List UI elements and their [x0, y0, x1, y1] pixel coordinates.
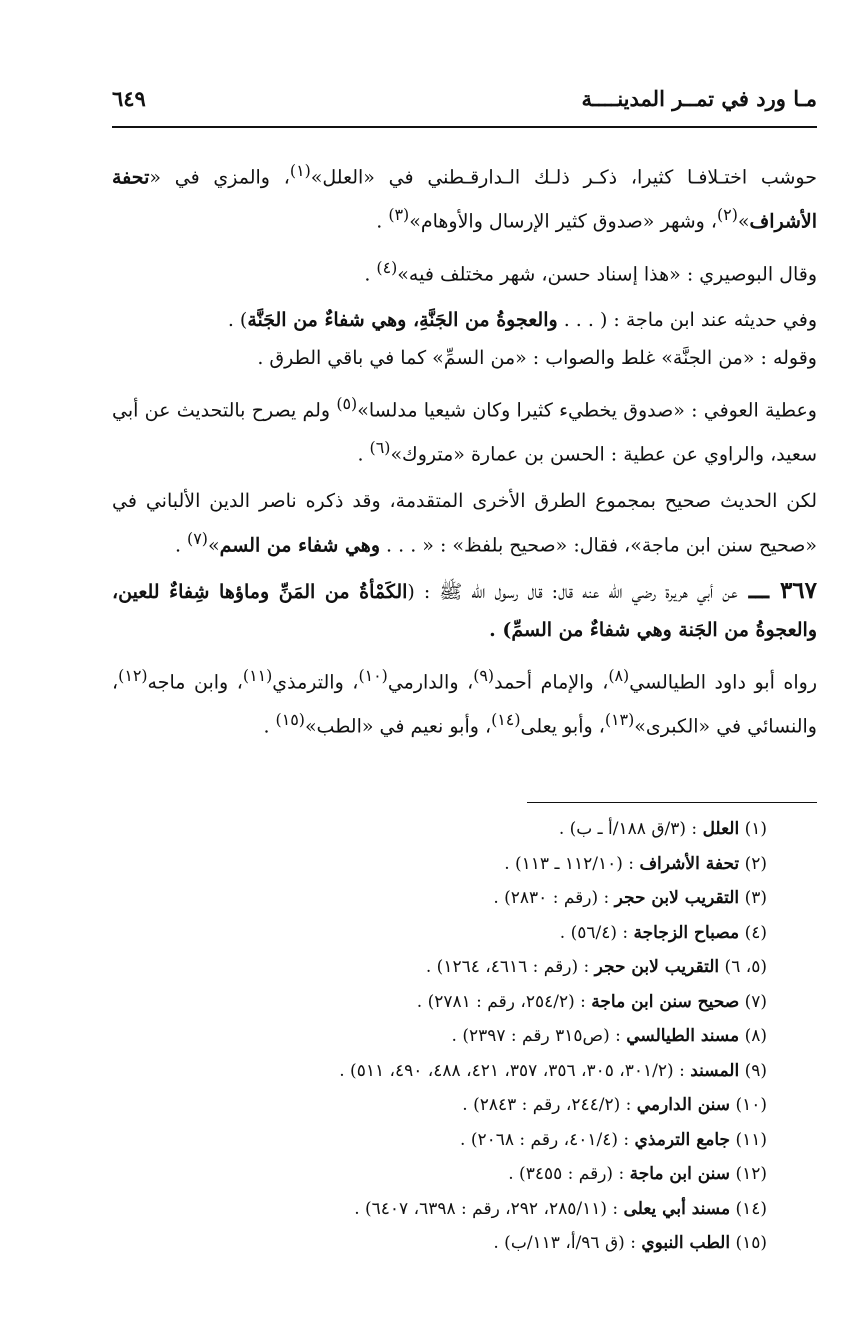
footnote-ref: (١٠) [358, 665, 388, 685]
text-segment: . [357, 443, 370, 466]
hadith-matn: الكَمْأةُ من المَنِّ وماؤها شِفاءٌ للعين، والعجوةُ من الجَنة وهي شفاءٌ من السمِّ [112, 580, 817, 641]
footnote [107, 881, 767, 916]
text-segment: ، والترمذي [272, 671, 359, 694]
footnote-text: : (ق ٩٦/أ، ١١٣/ب) . [493, 1233, 642, 1253]
text-segment: ولم يصرح بالتحديث عن أبي سعيد، والراوي عن عطية : الحسن بن عمارة «متروك» [112, 399, 817, 466]
text-segment: وعطية العوفي : «صدوق يخطيء كثيرا وكان شيعيا مدلسا» [357, 399, 817, 422]
paragraph-1 [112, 152, 817, 241]
header-rule [112, 126, 817, 128]
footnote-ref: (١٢) [118, 665, 148, 685]
footnote [107, 950, 767, 985]
footnote [107, 812, 767, 847]
text-segment: وقال البوصيري : «هذا إسناد حسن، شهر مختلف فيه» [397, 262, 817, 285]
text-segment: » [207, 533, 220, 556]
footnote-text: : (٣٠١/٢، ٣٠٥، ٣٥٦، ٣٥٧، ٤٢١، ٤٨٨، ٤٩٠، ٥١١) . [339, 1060, 691, 1081]
page-number: ٦٤٩ [112, 86, 146, 111]
footnote-text: : (رقم : ٣٤٥٥) . [508, 1164, 630, 1184]
footnote-text: : (٤٠١/٤، رقم : ٢٠٦٨) . [460, 1129, 635, 1150]
text-segment: لكن الحديث صحيح بمجموع الطرق الأخرى المتقدمة، وقد ذكره ناصر الدين الألباني في «صحيح سنن ابن ماجة»، فقال: «صحيح بلفظ» : « . . . [112, 489, 817, 556]
footnote-ref: (٣) [388, 205, 410, 225]
text-segment: حوشب اختـلافـا كثيرا، ذكـر ذلـك الـدارقـطني في «العلل» [310, 166, 817, 189]
text-segment: » [737, 210, 750, 233]
footnote-source: مسند أبي يعلى [623, 1198, 731, 1219]
footnote-ref: (١١) [242, 665, 273, 685]
footnote-source: صحيح سنن ابن ماجة [591, 991, 740, 1012]
text-segment: ، وأبو نعيم في «الطب» [304, 715, 492, 738]
footnote-ref: (١٣) [604, 710, 635, 730]
footnote-ref: (١٥) [275, 710, 305, 730]
text-segment: ، والمزي في « [149, 166, 290, 189]
footnote-ref: (٥) [336, 393, 358, 413]
text-segment: وفي حديثه عند ابن ماجة : ( . . . [557, 308, 817, 331]
footnote [107, 916, 767, 951]
footnote-text: : (ص٣١٥ رقم : ٢٣٩٧) . [451, 1026, 627, 1046]
footnote [107, 1226, 767, 1261]
footnote [107, 1157, 767, 1192]
paragraph-2 [112, 249, 817, 293]
footnote-number: (١٠) [735, 1095, 767, 1115]
footnote-text: : (١١٢/١٠ ـ ١١٣) . [504, 853, 640, 874]
text-segment: ، وشهر «صدوق كثير الإرسال والأوهام» [409, 210, 717, 233]
hadith-entry [112, 572, 817, 649]
footnote-ref: (٩) [473, 665, 495, 685]
text-segment: . [364, 262, 377, 285]
hadith-number: ٣٦٧ [779, 576, 817, 604]
footnote-source: سنن ابن ماجة [629, 1164, 731, 1184]
text-segment: رواه أبو داود الطيالسي [629, 671, 817, 694]
footnote-number: (١) [744, 819, 767, 839]
footnote-ref: (٨) [608, 665, 630, 685]
text-segment: ، وأبو يعلى [520, 715, 605, 738]
text-segment: ، والنسائي في «الكبرى» [112, 671, 817, 738]
footnote-number: (١١) [735, 1129, 767, 1150]
footnotes [107, 812, 767, 1261]
footnote [107, 1054, 767, 1089]
footnote-ref: (٧) [187, 528, 208, 548]
footnote-source: تحفة الأشراف [639, 853, 740, 874]
footnote [107, 1123, 767, 1158]
footnote-source: التقريب لابن حجر [614, 888, 740, 908]
footnote-source: التقريب لابن حجر [594, 957, 720, 977]
text-segment: . [174, 533, 188, 556]
footnote-number: (٢) [744, 853, 767, 874]
text-segment: ) . [489, 618, 512, 641]
footnote-source: العلل [702, 819, 740, 839]
text-segment: وقوله : «من الجنَّة» غلط والصواب : «من السمِّ» كما في باقي الطرق . [257, 346, 817, 369]
quoted-hadith: وهي شفاء من السم [219, 533, 380, 556]
book-title: تحفة الأشراف [112, 166, 817, 233]
footnote [107, 1088, 767, 1123]
hadith-intro: عن أبي هريرة رضي الله عنه قال: قال رسول الله ﷺ : ( [407, 580, 738, 603]
paragraph-3 [112, 301, 817, 377]
footnote-ref: (١) [289, 161, 311, 180]
footnote-source: جامع الترمذي [634, 1129, 731, 1150]
text-segment: . [263, 715, 276, 738]
footnote [107, 847, 767, 882]
paragraph-5 [112, 482, 817, 564]
footnote-ref: (١٤) [491, 710, 521, 730]
quoted-hadith: والعجوةُ من الجَنَّةِ، وهي شفاءٌ من الجَنَّة [247, 308, 558, 331]
footnote-number: (١٤) [735, 1198, 767, 1219]
hadith-dash: ـــ [737, 576, 780, 604]
text-segment: . [376, 210, 389, 233]
footnote-ref: (٤) [376, 257, 398, 277]
paragraph-4 [112, 385, 817, 474]
paragraph-6 [112, 657, 817, 746]
footnote-number: (٩) [744, 1060, 767, 1081]
footnote-text: : (٢٥٤/٢، رقم : ٢٧٨١) . [416, 991, 592, 1012]
footnote-source: المسند [690, 1060, 740, 1081]
footnote-text: : (٣/ق ١٨٨/أ ـ ب) . [558, 819, 703, 839]
footnote-number: (١٥) [735, 1233, 767, 1253]
main-text [112, 152, 817, 754]
footnote-text: : (٢٨٥/١١، ٢٩٢، رقم : ٦٣٩٨، ٦٤٠٧) . [354, 1198, 624, 1219]
footnote-rule [527, 802, 817, 803]
footnote-source: مسند الطيالسي [626, 1026, 740, 1046]
footnote-number: (٧) [744, 991, 767, 1012]
footnote-number: (٣) [744, 888, 767, 908]
footnote-number: (١٢) [735, 1164, 767, 1184]
footnote-text: : (٢٤٤/٢، رقم : ٢٨٤٣) . [462, 1095, 637, 1115]
footnote [107, 1019, 767, 1054]
footnote-number: (٥، ٦) [724, 957, 767, 977]
footnote-source: سنن الدارمي [636, 1095, 731, 1115]
footnote-ref: (٢) [716, 205, 738, 225]
text-segment: ، والإمام أحمد [494, 671, 609, 694]
running-title: مـا ورد في تمــر المدينــــة [581, 86, 817, 111]
footnote-source: مصباح الزجاجة [633, 922, 740, 943]
footnote-text: : (رقم : ٤٦١٦، ١٢٦٤) . [425, 957, 595, 977]
footnote [107, 985, 767, 1020]
footnote-text: : (رقم : ٢٨٣٠) . [493, 888, 615, 908]
footnote-ref: (٦) [369, 438, 391, 458]
footnote [107, 1192, 767, 1227]
text-segment: ) . [227, 308, 248, 331]
footnote-text: : (٥٦/٤) . [559, 922, 634, 943]
footnote-source: الطب النبوي [641, 1233, 731, 1253]
footnote-number: (٨) [744, 1026, 767, 1046]
text-segment: ، والدارمي [387, 671, 474, 694]
text-segment: ، وابن ماجه [147, 671, 243, 694]
footnote-number: (٤) [744, 922, 767, 943]
